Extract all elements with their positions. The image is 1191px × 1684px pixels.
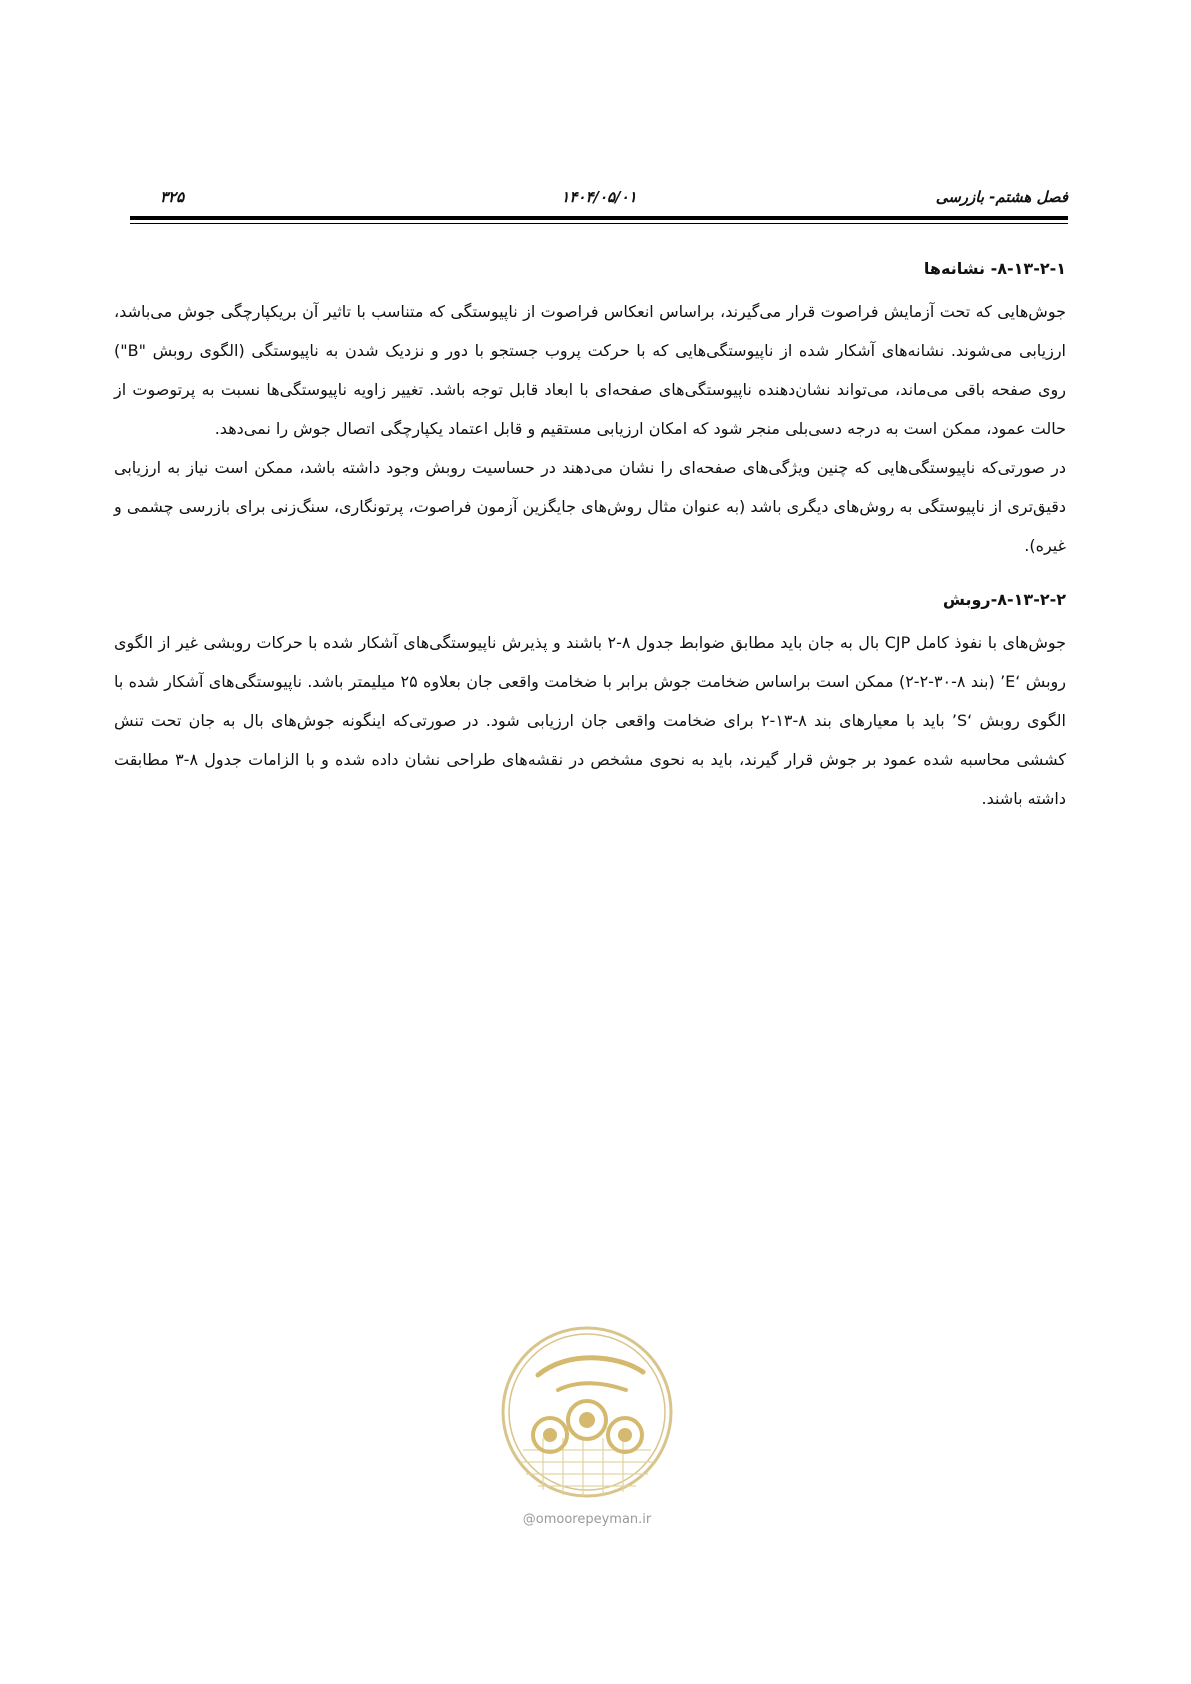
header-rule-thick bbox=[130, 216, 1068, 220]
section-heading-indications: ۸-۱۳-۲-۱- نشانه‌ها bbox=[923, 259, 1066, 278]
paragraph: جوش‌هایی که تحت آزمایش فراصوت قرار می‌گیرند، براساس انعکاس فراصوت از ناپیوستگی که متناسب با تاثیر آن بریکپارچگی جوش می‌باشد، ارزیابی می‌شوند. نشانه‌های آشکار شده از ناپیوستگی‌هایی که با حرکت پروب جستجو با دور و نزدیک شدن به ناپیوستگی (الگوی روبش "B") روی صفحه باقی می‌ماند، می‌تواند نشان‌دهنده ناپیوستگی‌های صفحه‌ای با ابعاد قابل توجه باشد. تغییر زاویه ناپیوستگی‌ها نسبت به پرتوصوت از حالت عمود، ممکن است به درجه دسی‌بلی منجر شود که امکان ارزیابی مستقیم و قابل اعتماد یکپارچگی اتصال جوش را نمی‌دهد. bbox=[114, 302, 1066, 438]
page-content bbox=[114, 252, 1066, 818]
header-rule-thin bbox=[130, 223, 1068, 224]
watermark-url: @omoorepeyman.ir bbox=[522, 1512, 652, 1527]
seal-logo-icon bbox=[498, 1320, 676, 1510]
chapter-title: فصل هشتم- بازرسی bbox=[935, 188, 1068, 206]
page-header bbox=[130, 188, 1068, 210]
watermark-seal bbox=[498, 1320, 676, 1528]
paragraph: در صورتی‌که ناپیوستگی‌هایی که چنین ویژگی‌های صفحه‌ای را نشان می‌دهند در حساسیت روبش وجود داشته باشد، ممکن است نیاز به ارزیابی دقیق‌تری از ناپیوستگی به روش‌های دیگری باشد (به عنوان مثال روش‌های جایگزین آزمون فراصوت، پرتونگاری، سنگ‌زنی برای بازرسی چشمی و غیره). bbox=[114, 458, 1066, 555]
section-heading-scanning: ۸-۱۳-۲-۲-روبش bbox=[942, 590, 1066, 609]
page-number: ۳۲۵ bbox=[160, 188, 185, 206]
paragraph: جوش‌های با نفوذ کامل CJP بال به جان باید مطابق ضوابط جدول ۸-۲ باشند و پذیرش ناپیوستگی‌های آشکار شده با حرکات روبشی غیر از الگوی روبش ‘E’ (بند ۸-۳۰-۲-۲) ممکن است براساس ضخامت جوش برابر با ضخامت واقعی جان بعلاوه ۲۵ میلیمتر باشد. ناپیوستگی‌های آشکار شده با الگوی روبش ‘S’ باید با معیارهای بند ۸-۱۳-۲ برای ضخامت واقعی جان ارزیابی شود. در صورتی‌که اینگونه جوش‌های بال به جان تحت تنش کششی محاسبه شده عمود بر جوش قرار گیرند، باید به نحوی مشخص در نقشه‌های طراحی نشان داده شده و با الزامات جدول ۸-۳ مطابقت داشته باشند. bbox=[114, 633, 1067, 808]
header-date: ۱۴۰۴/۰۵/۰۱ bbox=[561, 188, 637, 206]
